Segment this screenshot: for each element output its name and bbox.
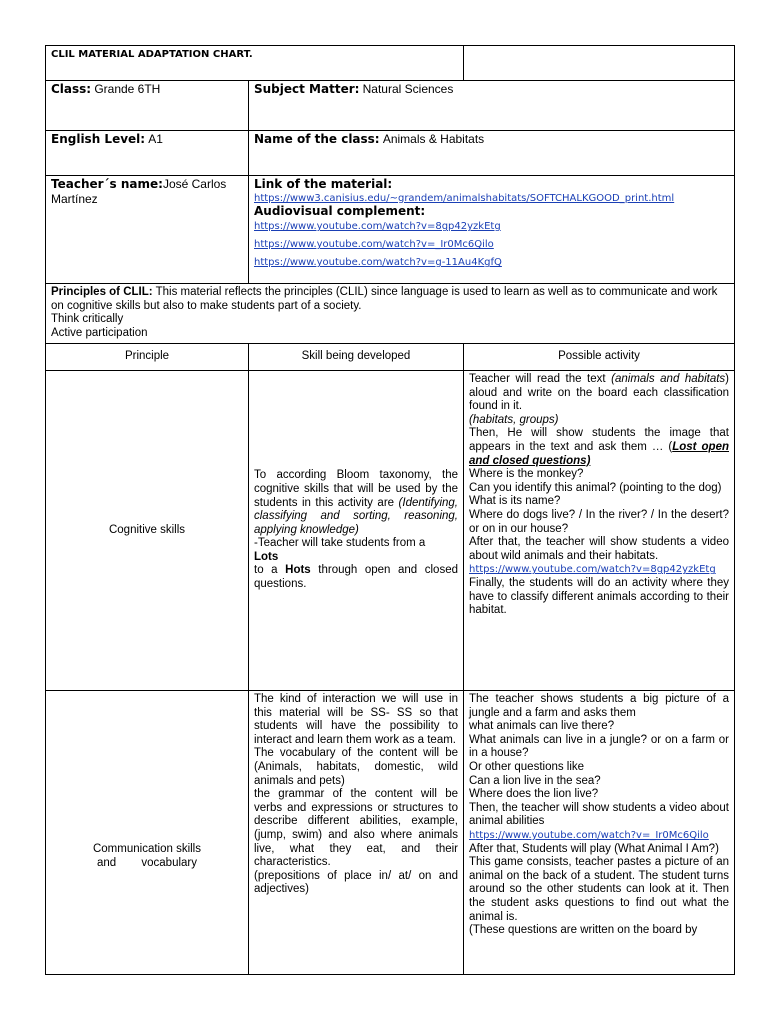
- level-label: English Level:: [51, 132, 146, 146]
- col-principle-header: Principle: [46, 344, 249, 371]
- cognitive-skill-b: (Identifying, classifying and sorting, reasoning, applying knowledge): [254, 496, 458, 536]
- cognitive-act-1a: Teacher will read the text: [469, 373, 606, 385]
- cognitive-label-cell: [46, 371, 249, 691]
- teacher-cell: [46, 176, 249, 284]
- audiovisual-link-1[interactable]: https://www.youtube.com/watch?v=8gp42yzkEtg: [254, 221, 501, 233]
- level-value: A1: [148, 132, 163, 146]
- cognitive-act-1c: ) aloud and write on the board each classification found in it.: [469, 373, 730, 413]
- communication-act-1: The teacher shows students a big picture of a jungle and a farm and asks them: [469, 693, 729, 719]
- cognitive-act-6: What is its name?: [469, 495, 561, 508]
- class-label: Class:: [51, 82, 92, 96]
- cognitive-skill-c: -Teacher will take students from a: [254, 537, 426, 550]
- principles-line-think: Think critically: [51, 313, 124, 326]
- material-link-label: Link of the material:: [254, 177, 393, 191]
- subject-label: Subject Matter:: [254, 82, 360, 96]
- level-row: [46, 131, 735, 176]
- teacher-value: José Carlos Martínez: [51, 177, 227, 206]
- clil-chart-table: [45, 45, 735, 975]
- communication-act-2: what animals can live there?: [469, 720, 615, 733]
- communication-act-10: (These questions are written on the board by: [469, 924, 698, 937]
- cognitive-act-5: Can you identify this animal? (pointing to the dog): [469, 481, 722, 494]
- cognitive-skill-d: to a: [254, 564, 278, 577]
- audiovisual-link-3[interactable]: https://www.youtube.com/watch?v=g-11Au4KgfQ: [254, 257, 502, 269]
- links-cell: [249, 176, 735, 284]
- audiovisual-label: Audiovisual complement:: [254, 203, 426, 218]
- cognitive-label: Cognitive skills: [108, 523, 186, 536]
- clil-document: [45, 45, 734, 974]
- column-header-row: [46, 344, 735, 371]
- class-cell: [46, 81, 249, 131]
- cognitive-skill-e: through open and closed questions.: [254, 564, 458, 591]
- cognitive-skill-lots: Lots: [254, 550, 279, 563]
- class-value: Grande 6TH: [94, 82, 161, 96]
- cognitive-act-7: Where do dogs live? / In the river? / In the desert? or on in our house?: [469, 508, 729, 535]
- chart-title-cell: [46, 46, 464, 81]
- class-name-value: Animals & Habitats: [382, 132, 485, 146]
- communication-row: [46, 691, 735, 975]
- communication-act-5: Can a lion live in the sea?: [469, 774, 601, 787]
- cognitive-act-9: Finally, the students will do an activity where they have to classify different animals according to their habitat.: [469, 576, 729, 617]
- cognitive-row: [46, 371, 735, 691]
- principles-text: This material reflects the principles (CLIL) since language is used to learn as well as to communicate and work on cognitive skills but also to make students part of a society.: [51, 286, 718, 312]
- class-row: [46, 81, 735, 131]
- communication-act-8: After that, Students will play (What Animal I Am?): [469, 842, 719, 855]
- cognitive-act-4: Where is the monkey?: [469, 468, 584, 481]
- cognitive-video-link[interactable]: https://www.youtube.com/watch?v=8gp42yzkEtg: [469, 564, 716, 576]
- col-skill-header: Skill being developed: [249, 344, 464, 371]
- cognitive-skill-a: To according Bloom taxonomy, the cognitive skills that will be used by the students in this activity are: [254, 469, 458, 509]
- teacher-label: Teacher´s name:: [51, 177, 163, 191]
- communication-skill-3: the grammar of the content will be verbs and expressions or structures to describe different abilities, example, (jump, swim) and also where animals live, what they eat, and their characteristics.: [254, 788, 458, 869]
- communication-label-cell: [46, 691, 249, 975]
- cognitive-activity-cell: [464, 371, 735, 691]
- class-name-cell: [249, 131, 735, 176]
- communication-act-9: This game consists, teacher pastes a picture of an animal on the back of a student. The student turns around so the other students can look at it. Then the student asks questions to find out what the animal is.: [469, 856, 729, 923]
- cognitive-act-1b: (animals and habitats: [611, 373, 726, 385]
- cognitive-act-3b: Lost open and closed questions): [469, 440, 729, 467]
- title-row: [46, 46, 735, 81]
- communication-skill-cell: [249, 691, 464, 975]
- communication-video-link[interactable]: https://www.youtube.com/watch?v=_Ir0Mc6Qilo: [469, 829, 709, 841]
- class-name-label: Name of the class:: [254, 132, 380, 146]
- communication-act-3: What animals can live in a jungle? or on a farm or in a house?: [469, 733, 729, 760]
- communication-label-2: and vocabulary: [97, 856, 197, 869]
- cognitive-act-3a: Then, He will show students the image that appears in the text and ask them … (: [469, 427, 729, 453]
- audiovisual-link-2[interactable]: https://www.youtube.com/watch?v=_Ir0Mc6Qilo: [254, 239, 494, 251]
- communication-skill-4: (prepositions of place in/ at/ on and adjectives): [254, 869, 458, 896]
- principles-row: [46, 284, 735, 344]
- subject-value: Natural Sciences: [362, 82, 454, 96]
- communication-activity-cell: [464, 691, 735, 975]
- subject-cell: [249, 81, 735, 131]
- communication-label-1: Communication skills: [92, 842, 201, 855]
- communication-skill-1: The kind of interaction we will use in this material will be SS- SS so that students will have the possibility to interact and learn them work as a team.: [254, 693, 458, 746]
- col-activity-header: Possible activity: [464, 344, 735, 371]
- level-cell: [46, 131, 249, 176]
- communication-act-6: Where does the lion live?: [469, 788, 599, 801]
- chart-title: CLIL MATERIAL ADAPTATION CHART.: [51, 49, 253, 60]
- communication-act-4: Or other questions like: [469, 760, 585, 773]
- communication-act-7: Then, the teacher will show students a video about animal abilities: [469, 801, 729, 828]
- principles-line-active: Active participation: [51, 326, 148, 339]
- cognitive-act-8: After that, the teacher will show students a video about wild animals and their habitats.: [469, 536, 729, 562]
- cognitive-skill-hots: Hots: [285, 564, 311, 577]
- communication-skill-2: The vocabulary of the content will be (Animals, habitats, domestic, wild animals and pets): [254, 747, 458, 787]
- teacher-row: [46, 176, 735, 284]
- empty-title-cell: [464, 46, 735, 81]
- cognitive-act-2: (habitats, groups): [469, 413, 559, 426]
- material-link[interactable]: https://www3.canisius.edu/~grandem/animalshabitats/SOFTCHALKGOOD_print.html: [254, 192, 675, 204]
- principles-cell: [46, 284, 735, 344]
- principles-label: Principles of CLIL:: [51, 286, 153, 298]
- cognitive-skill-cell: [249, 371, 464, 691]
